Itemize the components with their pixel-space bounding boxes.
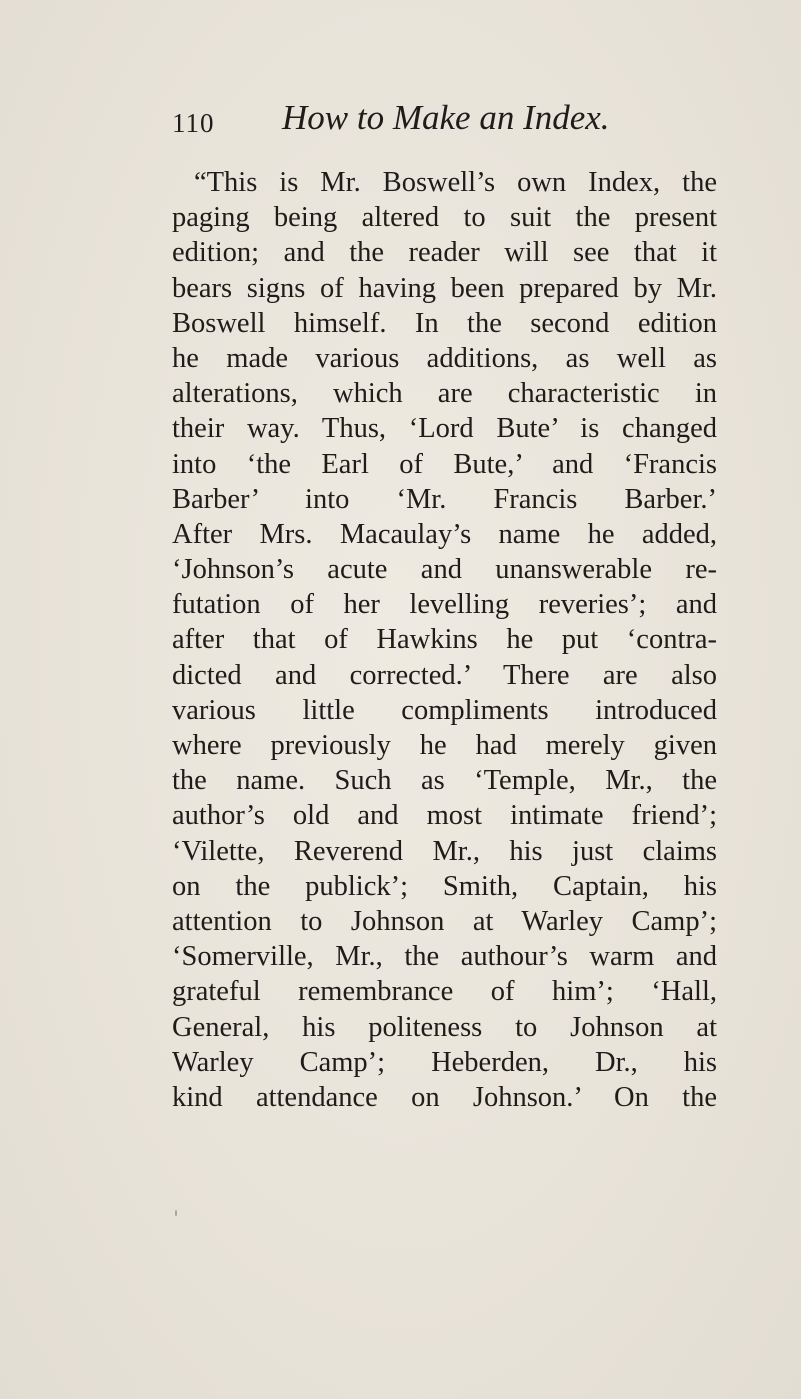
text-line: dicted and corrected.’ There are also (172, 659, 717, 691)
text-line: Boswell himself. In the second edition (172, 307, 717, 339)
text-line: alterations, which are characteristic in (172, 378, 717, 410)
text-line: bears signs of having been prepared by Mr. (172, 272, 717, 304)
text-line: ‘Vilette, Reverend Mr., his just claims (172, 835, 717, 867)
page-header (172, 98, 717, 144)
text-line: kind attendance on Johnson.’ On the (172, 1081, 717, 1113)
text-line: he made various additions, as well as (172, 342, 717, 374)
text-line: after that of Hawkins he put ‘contra- (172, 624, 717, 656)
text-line: ‘Johnson’s acute and unanswerable re- (172, 554, 717, 586)
text-line: “This is Mr. Boswell’s own Index, the (194, 167, 717, 198)
text-line: the name. Such as ‘Temple, Mr., the (172, 765, 717, 797)
running-title: How to Make an Index. (282, 98, 610, 137)
text-line: into ‘the Earl of Bute,’ and ‘Francis (172, 448, 717, 480)
text-line: futation of her levelling reveries’; and (172, 589, 717, 621)
text-line: various little compliments introduced (172, 694, 717, 726)
paper-speck (175, 1210, 177, 1216)
text-line: General, his politeness to Johnson at (172, 1011, 717, 1043)
text-line: their way. Thus, ‘Lord Bute’ is changed (172, 413, 717, 445)
text-line: attention to Johnson at Warley Camp’; (172, 905, 717, 937)
body-paragraph (172, 165, 717, 1115)
text-line: author’s old and most intimate friend’; (172, 800, 717, 832)
text-line: After Mrs. Macaulay’s name he added, (172, 518, 717, 550)
text-line: ‘Somerville, Mr., the authour’s warm and (172, 941, 717, 973)
page-number: 110 (172, 108, 215, 138)
text-line: on the publick’; Smith, Captain, his (172, 870, 717, 902)
text-line: grateful remembrance of him’; ‘Hall, (172, 976, 717, 1008)
text-line: Warley Camp’; Heberden, Dr., his (172, 1046, 717, 1078)
text-line: where previously he had merely given (172, 730, 717, 761)
text-line: edition; and the reader will see that it (172, 237, 717, 269)
text-line: Barber’ into ‘Mr. Francis Barber.’ (172, 483, 717, 515)
text-line: paging being altered to suit the present (172, 202, 717, 234)
